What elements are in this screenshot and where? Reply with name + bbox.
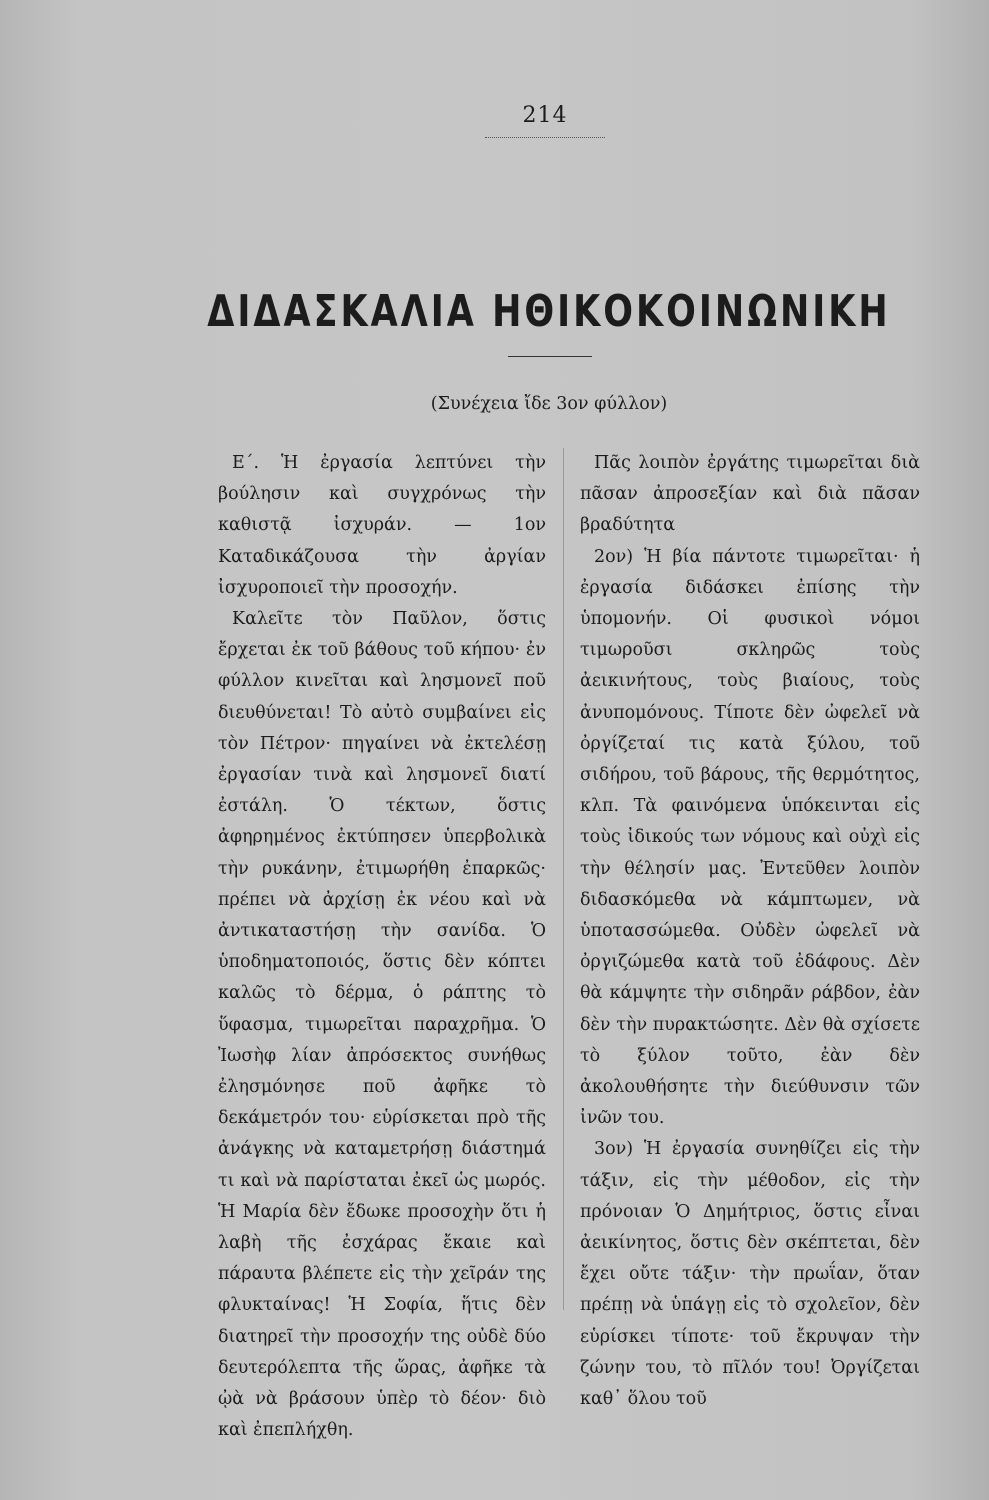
column-divider (563, 448, 564, 1310)
left-paragraph-2: Καλεῖτε τὸν Παῦλον, ὅστις ἔρχεται ἐκ τοῦ βάθους τοῦ κήπου· ἐν φύλλον κινεῖται καὶ λησμονεῖ ποῦ διευθύνεται! Τὸ αὐτὸ συμβαίνει εἰς τὸν Πέτρον· πηγαίνει νὰ ἐκτελέσῃ ἐργασίαν τινὰ καὶ λησμονεῖ διατί ἐστάλη. Ὁ τέκτων, ὅστις ἀφηρημένος ἐκτύπησεν ὑπερβολικὰ τὴν ρυκάνην, ἐτιμωρήθη ἐπαρκῶς· πρέπει νὰ ἀρχίσῃ ἐκ νέου καὶ νὰ ἀντικαταστήσῃ τὴν σανίδα. Ὁ ὑποδηματοποιός, ὅστις δὲν κόπτει καλῶς τὸ δέρμα, ὁ ράπτης τὸ ὕφασμα, τιμωρεῖται παραχρῆμα. Ὁ Ἰωσὴφ λίαν ἀπρόσεκτος συνήθως ἐλησμόνησε ποῦ ἀφῆκε τὸ δεκάμετρόν του· εὑρίσκεται πρὸ τῆς ἀνάγκης νὰ καταμετρήσῃ διάστημά τι καὶ νὰ παρίσταται ἐκεῖ ὡς μωρός. Ἡ Μαρία δὲν ἔδωκε προσοχὴν ὅτι ἡ λαβὴ τῆς ἐσχάρας ἔκαιε καὶ πάραυτα βλέπετε εἰς τὴν χεῖράν της φλυκταίνας! Ἡ Σοφία, ἥτις δὲν διατηρεῖ τὴν προσοχήν της οὐδὲ δύο δευτερόλεπτα τῆς ὥρας, ἀφῆκε τὰ ᾠὰ νὰ βράσουν ὑπὲρ τὸ δέον· διὸ καὶ ἐπεπλήχθη. (218, 609, 546, 1441)
right-paragraph-3: 3ον) Ἡ ἐργασία συνηθίζει εἰς τὴν τάξιν, εἰς τὴν μέθοδον, εἰς τὴν πρόνοιαν Ὁ Δημήτριος, ὅστις εἶναι ἀεικίνητος, ὅστις δὲν σκέπτεται, δὲν ἔχει οὔτε τάξιν· τὴν πρωΐαν, ὅταν πρέπῃ νὰ ὑπάγῃ εἰς τὸ σχολεῖον, δὲν εὑρίσκει τίποτε· τοῦ ἔκρυψαν τὴν ζώνην του, τὸ πῖλόν του! Ὀργίζεται καθ᾽ ὅλου τοῦ (580, 1139, 920, 1410)
right-paragraph-2: 2ον) Ἡ βία πάντοτε τιμωρεῖται· ἡ ἐργασία διδάσκει ἐπίσης τὴν ὑπομονήν. Οἱ φυσικοὶ νόμοι τιμωροῦσι σκληρῶς τοὺς ἀεικινήτους, τοὺς βιαίους, τοὺς ἀνυπομόνους. Τίποτε δὲν ὠφελεῖ νὰ ὀργίζεταί τις κατὰ ξύλου, τοῦ σιδήρου, τοῦ βάρους, τῆς θερμότητος, κλπ. Τὰ φαινόμενα ὑπόκεινται εἰς τοὺς ἰδικούς των νόμους καὶ οὐχὶ εἰς τὴν θέλησίν μας. Ἐντεῦθεν λοιπὸν διδασκόμεθα νὰ κάμπτωμεν, νὰ ὑποτασσώμεθα. Οὐδὲν ὠφελεῖ νὰ ὀργιζώμεθα κατὰ τοῦ ἐδάφους. Δὲν θὰ κάμψητε τὴν σιδηρᾶν ράβδον, ἐὰν δὲν τὴν πυρακτώσητε. Δὲν θὰ σχίσετε τὸ ξύλον τοῦτο, ἐὰν δὲν ἀκολουθήσητε τὴν διεύθυνσιν τῶν ἰνῶν του. (580, 546, 920, 1129)
page-number: 214 (522, 103, 568, 128)
left-column (218, 448, 546, 1447)
right-column (580, 448, 920, 1415)
right-paragraph-1: Πᾶς λοιπὸν ἐργάτης τιμωρεῖται διὰ πᾶσαν ἀπροσεξίαν καὶ διὰ πᾶσαν βραδύτητα (580, 453, 920, 536)
left-paragraph-1: Ε΄. Ἡ ἐργασία λεπτύνει τὴν βούλησιν καὶ συγχρόνως τὴν καθιστᾷ ἰσχυράν. — 1ον Καταδικάζουσα τὴν ἀργίαν ἰσχυροποιεῖ τὴν προσοχήν. (218, 453, 546, 598)
continuation-note: (Συνέχεια ἴδε 3ον φύλλον) (430, 394, 668, 414)
article-title: ΔΙΔΑΣΚΑΛΙΑ ΗΘΙΚΟΚΟΙΝΩΝΙΚΗ (207, 287, 891, 337)
title-rule (508, 356, 592, 357)
page-number-rule (485, 137, 605, 138)
